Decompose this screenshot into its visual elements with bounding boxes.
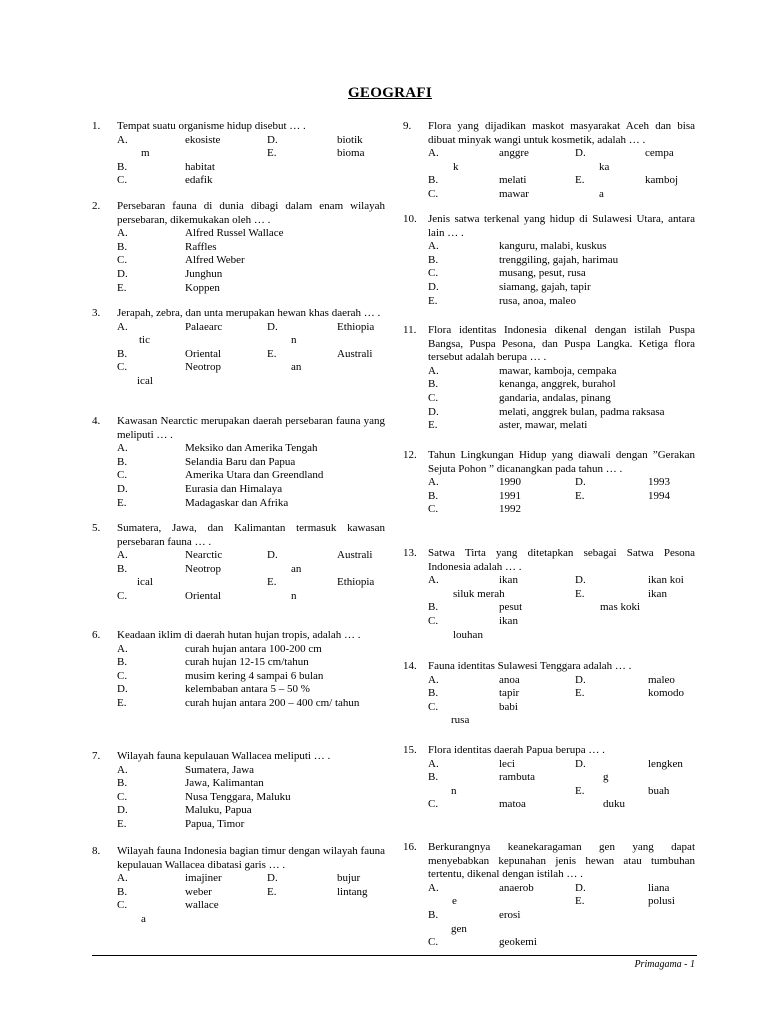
option-row: C. ikan [428,614,518,627]
question-stem: 12. Tahun Lingkungan Hidup yang diawali dengan ”Gerakan Sejuta Pohon ” dicanangkan pada tahun … . [403,449,695,475]
option-row: D. Junghun [117,267,223,280]
option-row: D. Eurasia dan Himalaya [117,482,283,495]
option-row: B. Selandia Baru dan Papua [117,455,296,468]
option-row: B. rambuta g [428,771,609,784]
question-stem: 9. Flora yang dijadikan maskot masyarakat Aceh dan bisa dibuat minyak wangi untuk kosmetik, adalah … . [403,120,695,146]
option-row: ical E. Ethiopia [137,576,375,589]
question-stem: 4. Kawasan Nearctic merupakan daerah persebaran fauna yang meliputi … . [92,415,385,441]
option-row: A. Sumatera, Jawa [117,763,255,776]
option-row: siluk merah E. ikan [453,587,667,600]
option-row: ical [137,374,153,387]
option-row: rusa [451,714,470,727]
option-row: C. 1992 [428,503,521,516]
option-row: A. mawar, kamboja, cempaka [428,364,617,377]
option-row: C. mawar a [428,187,604,200]
option-row: gen [451,922,467,935]
option-row: A. anaerob D. liana [428,881,670,894]
option-row: D. kelembaban antara 5 – 50 % [117,683,310,696]
option-row: A. 1990 D. 1993 [428,476,670,489]
question-16 [403,841,695,950]
option-row: A. leci D. lengken [428,757,683,770]
option-row: B. 1991 E. 1994 [428,489,670,502]
option-row: A. anoa D. maleo [428,673,675,686]
question-stem: 6. Keadaan iklim di daerah hutan hujan tropis, adalah … . [92,629,361,641]
option-row: k ka [453,160,610,173]
option-row: E. rusa, anoa, maleo [428,294,576,307]
question-4 [92,415,385,510]
option-row: C. wallace [117,899,219,912]
option-row: C. Nusa Tenggara, Maluku [117,790,291,803]
page-title: GEOGRAFI [347,85,433,101]
question-stem: 14. Fauna identitas Sulawesi Tenggara adalah … . [403,660,632,672]
question-2 [92,200,385,295]
option-row: C. musang, pesut, rusa [428,267,586,280]
question-8 [92,845,385,927]
question-stem: 10. Jenis satwa terkenal yang hidup di Sulawesi Utara, antara lain … . [403,213,695,239]
question-15 [403,744,695,812]
option-row: D. siamang, gajah, tapir [428,280,591,293]
option-row: B. pesut mas koki [428,601,641,614]
option-row: B. Jawa, Kalimantan [117,777,264,790]
option-row: B. Neotrop an [117,562,302,575]
question-14 [403,660,695,728]
question-7 [92,750,385,832]
question-stem: 1. Tempat suatu organisme hidup disebut … . [92,120,306,132]
option-row: A. Palaearc D. Ethiopia [117,320,375,333]
question-1 [92,120,385,188]
option-row: m E. bioma [141,147,365,160]
option-row: C. geokemi [428,936,537,949]
option-row: A. ekosiste D. biotik [117,133,363,146]
option-row: A. kanguru, malabi, kuskus [428,240,607,253]
option-row: C. musim kering 4 sampai 6 bulan [117,669,324,682]
option-row: B. erosi [428,908,521,921]
question-13 [403,547,695,642]
question-stem: 7. Wilayah fauna kepulauan Wallacea meliputi … . [92,750,331,762]
option-row: A. Alfred Russel Wallace [117,227,284,240]
option-row: B. trenggiling, gajah, harimau [428,253,619,266]
option-row: B. weber E. lintang [117,885,368,898]
option-row: E. Madagaskar dan Afrika [117,496,289,509]
option-row: C. gandaria, andalas, pinang [428,391,611,404]
option-row: E. aster, mawar, melati [428,419,588,432]
option-row: A. anggre D. cempa [428,147,674,160]
option-row: C. edafik [117,174,213,187]
option-row: C. babi [428,700,518,713]
option-row: A. ikan D. ikan koi [428,574,684,587]
question-9 [403,120,695,202]
question-10 [403,213,695,308]
question-11 [403,324,695,433]
option-row: tic n [139,334,297,347]
option-row: B. Oriental E. Australi [117,347,373,360]
question-stem: 16. Berkurangnya keanekaragaman gen yang dapat menyebabkan kepunahan jenis hewan atau tumbuhan tertentu, dikenal dengan istilah … . [403,841,695,881]
question-number: 1. [92,120,101,132]
question-stem: 2. Persebaran fauna di dunia dibagi dalam enam wilayah persebaran, dikemukakan oleh … . [92,200,385,226]
question-5 [92,522,385,604]
option-row: B. curah hujan 12-15 cm/tahun [117,656,309,669]
option-row: E. Koppen [117,281,220,294]
option-row: louhan [453,628,483,641]
question-12 [403,449,695,517]
option-row: D. Maluku, Papua [117,804,252,817]
option-row: E. Papua, Timor [117,817,245,830]
question-6 [92,629,385,724]
option-row: B. Raffles [117,240,217,253]
option-row: C. Oriental n [117,589,297,602]
option-row: B. tapir E. komodo [428,687,685,700]
question-stem: 8. Wilayah fauna Indonesia bagian timur dengan wilayah fauna kepulauan Wallacea dibatasi garis … . [92,845,385,871]
option-row: C. Alfred Weber [117,254,245,267]
option-row: B. habitat [117,160,215,173]
option-row: B. melati E. kamboj [428,174,678,187]
question-3 [92,307,385,389]
option-row: e E. polusi [452,895,675,908]
option-row: A. Nearctic D. Australi [117,549,373,562]
option-row: D. melati, anggrek bulan, padma raksasa [428,405,665,418]
question-stem: 15. Flora identitas daerah Papua berupa … . [403,744,605,756]
option-row: C. Neotrop an [117,361,302,374]
option-row: A. curah hujan antara 100-200 cm [117,642,322,655]
option-row: A. Meksiko dan Amerika Tengah [117,442,318,455]
question-stem: 11. Flora identitas Indonesia dikenal dengan istilah Puspa Bangsa, Puspa Pesona, dan Puspa Langka. Ketiga flora tersebut adalah berupa … . [403,324,695,364]
option-row: n E. buah [451,784,670,797]
option-row: B. kenanga, anggrek, burahol [428,378,616,391]
page-footer: Primagama - 1 [634,959,695,970]
question-stem: 13. Satwa Tirta yang ditetapkan sebagai Satwa Pesona Indonesia adalah … . [403,547,695,573]
footer-divider [92,955,697,956]
option-row: A. imajiner D. bujur [117,872,361,885]
question-stem: 3. Jerapah, zebra, dan unta merupakan hewan khas daerah … . [92,307,381,319]
option-row: C. Amerika Utara dan Greendland [117,469,324,482]
option-row: C. matoa duku [428,798,625,811]
option-row: E. curah hujan antara 200 – 400 cm/ tahun [117,696,360,709]
question-stem: 5. Sumatera, Jawa, dan Kalimantan termasuk kawasan persebaran fauna … . [92,522,385,548]
option-row: a [141,912,146,925]
